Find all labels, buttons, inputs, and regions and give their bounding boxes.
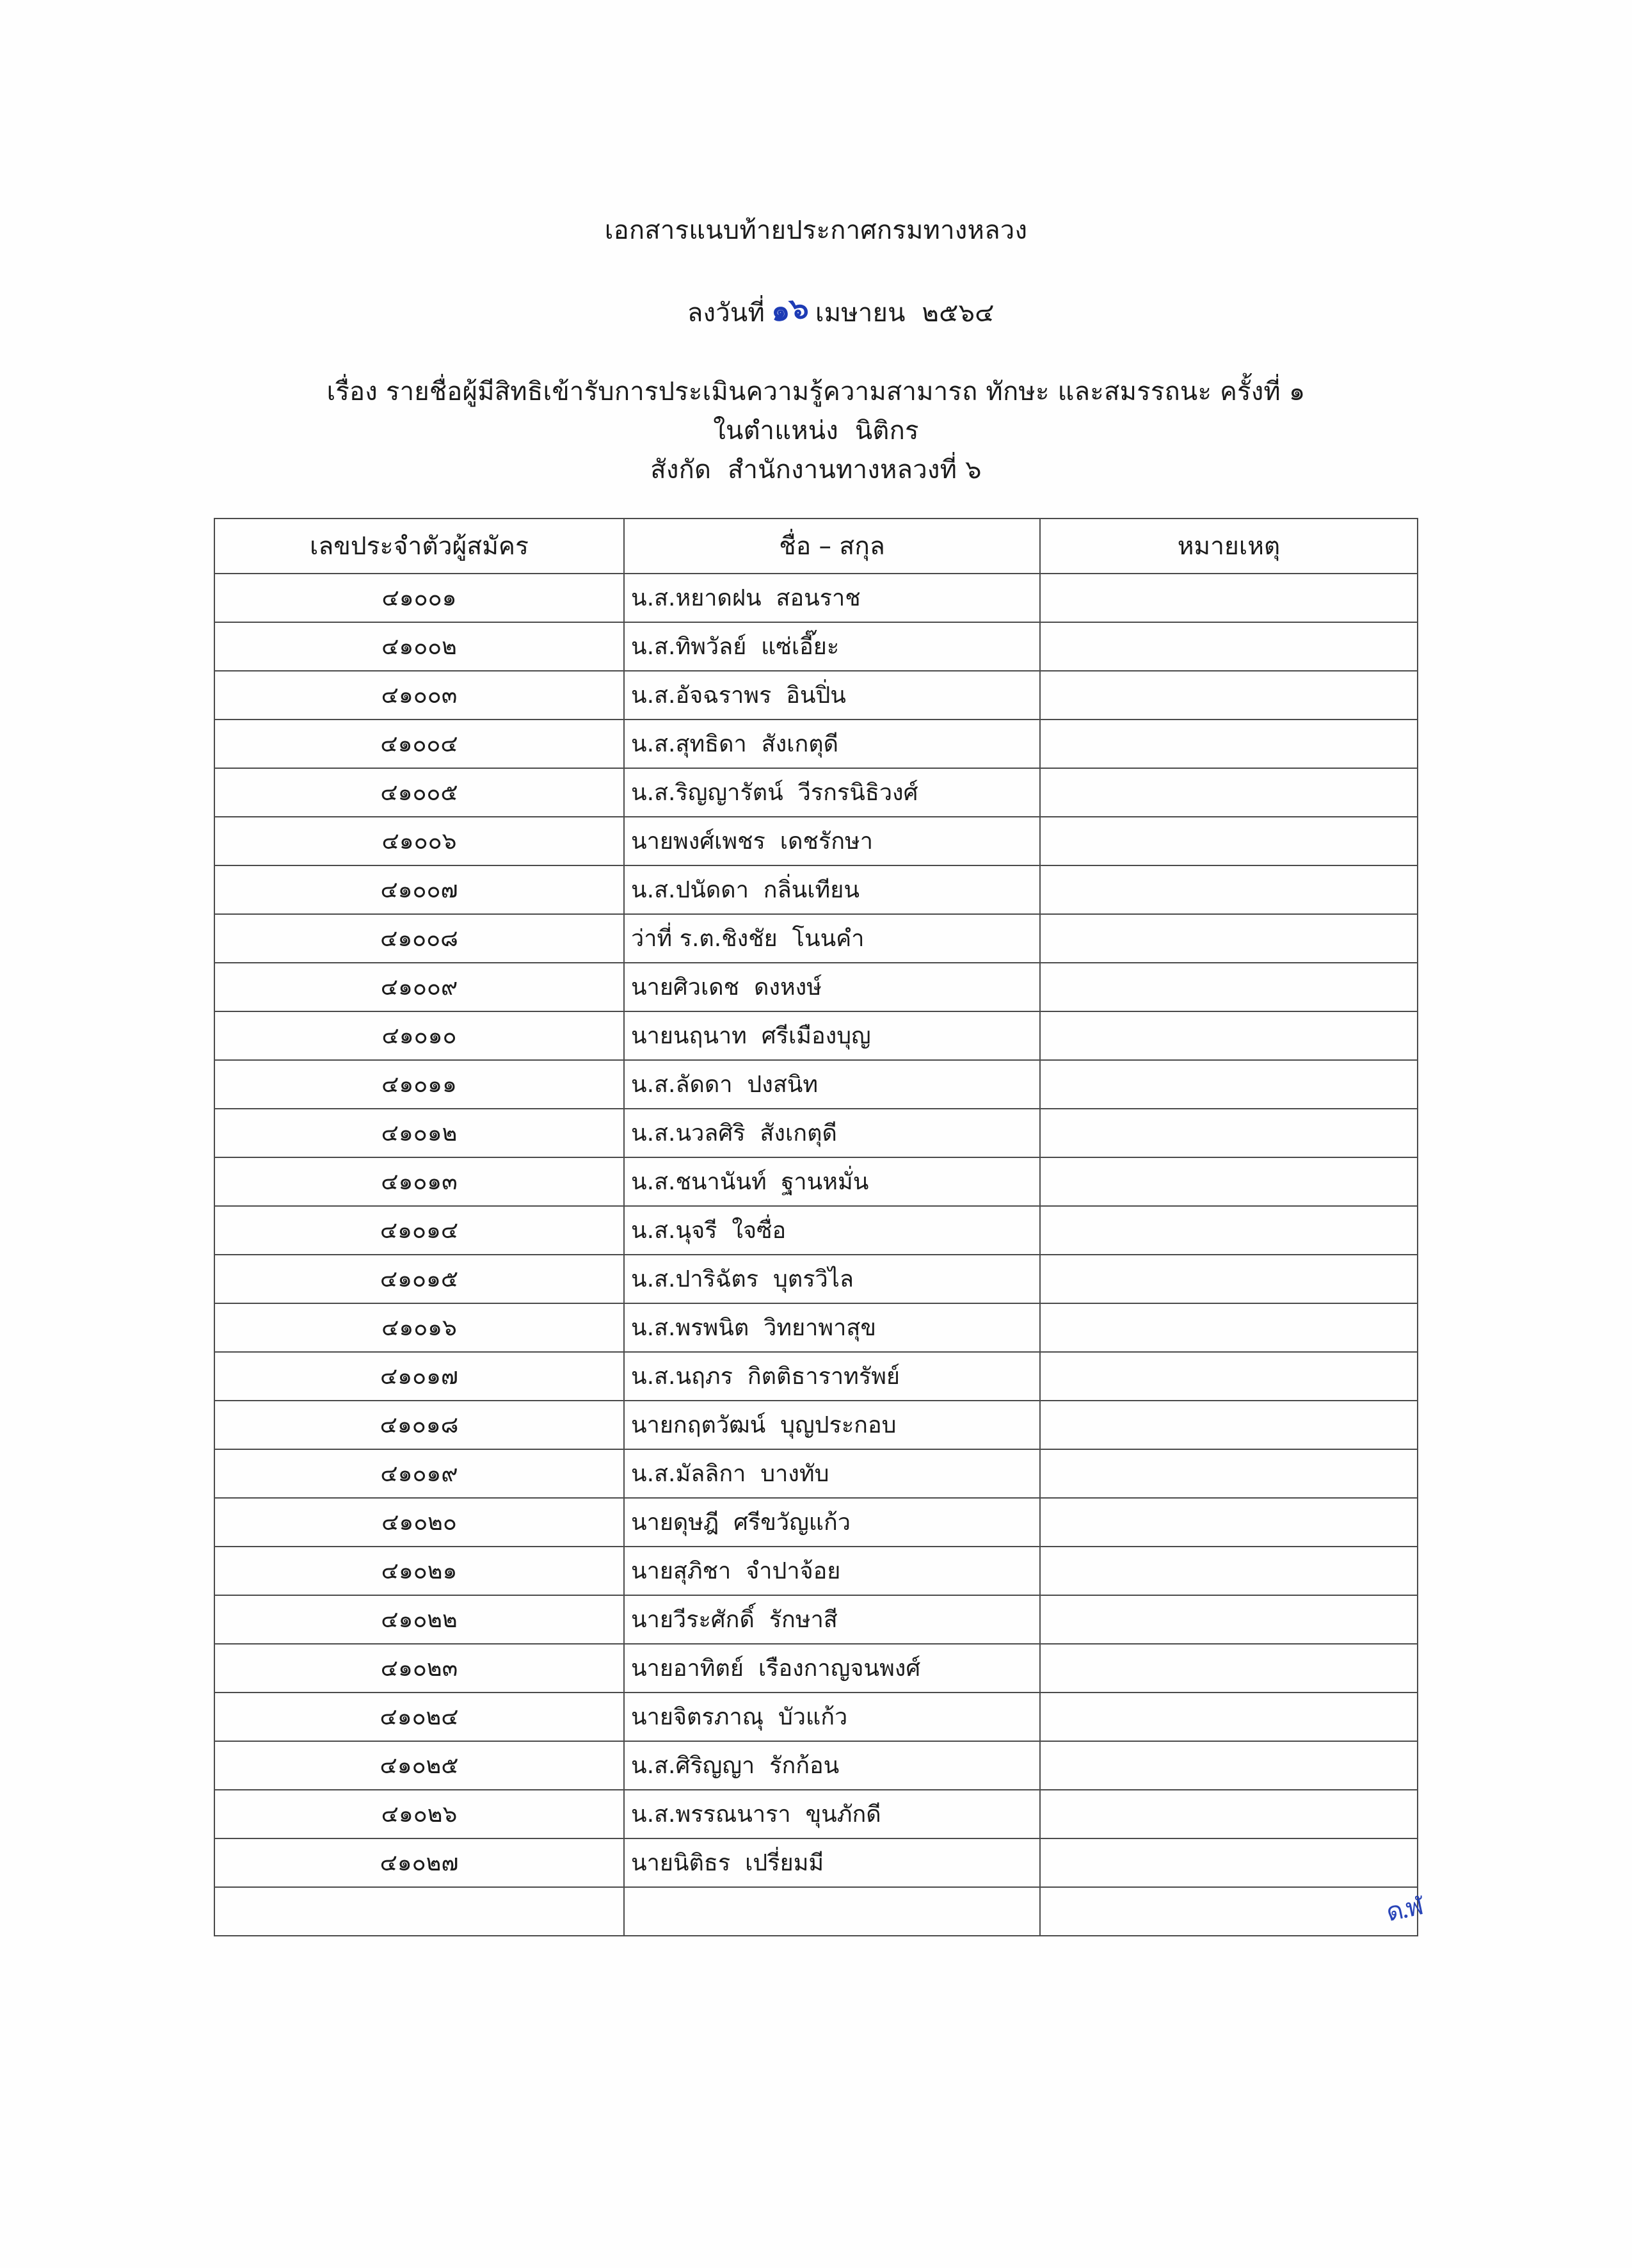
cell-applicant-id: ๔๑๐๒๒ bbox=[214, 1595, 624, 1644]
table-row bbox=[214, 1401, 1418, 1449]
date-prefix: ลงวันที่ bbox=[687, 298, 765, 328]
header-line-2 bbox=[0, 250, 1632, 373]
cell-applicant-id: ๔๑๐๒๐ bbox=[214, 1498, 624, 1547]
cell-applicant-id: ๔๑๐๑๑ bbox=[214, 1060, 624, 1109]
column-header-applicant-id: เลขประจำตัวผู้สมัคร bbox=[214, 519, 624, 574]
cell-note bbox=[1040, 671, 1418, 720]
table-row bbox=[214, 1157, 1418, 1206]
cell-note bbox=[1040, 574, 1418, 622]
table-row bbox=[214, 1011, 1418, 1060]
cell-applicant-name: น.ส.ทิพวัลย์ แซ่เอี๊ยะ bbox=[624, 622, 1040, 671]
cell-applicant-name: นายจิตรภาณุ บัวแก้ว bbox=[624, 1693, 1040, 1741]
column-header-note: หมายเหตุ bbox=[1040, 519, 1418, 574]
cell-applicant-name: น.ส.พรรณนารา ขุนภักดี bbox=[624, 1790, 1040, 1838]
cell-note bbox=[1040, 1303, 1418, 1352]
cell-applicant-id bbox=[214, 1887, 624, 1936]
cell-applicant-name: น.ส.ลัดดา ปงสนิท bbox=[624, 1060, 1040, 1109]
table-row bbox=[214, 1449, 1418, 1498]
cell-applicant-name: นายนฤนาท ศรีเมืองบุญ bbox=[624, 1011, 1040, 1060]
cell-note bbox=[1040, 817, 1418, 865]
table-row bbox=[214, 1109, 1418, 1157]
table-row bbox=[214, 622, 1418, 671]
table-row bbox=[214, 1060, 1418, 1109]
cell-applicant-name: น.ส.หยาดฝน สอนราช bbox=[624, 574, 1040, 622]
cell-applicant-id: ๔๑๐๑๒ bbox=[214, 1109, 624, 1157]
cell-applicant-name: ว่าที่ ร.ต.ชิงชัย โนนคำ bbox=[624, 914, 1040, 963]
table-row bbox=[214, 1206, 1418, 1255]
cell-applicant-name: น.ส.ริญญารัตน์ วีรกรนิธิวงศ์ bbox=[624, 768, 1040, 817]
table-row bbox=[214, 1303, 1418, 1352]
header-line-3: เรื่อง รายชื่อผู้มีสิทธิเข้ารับการประเมินความรู้ความสามารถ ทักษะ และสมรรถนะ ครั้งที่ ๑ bbox=[326, 377, 1306, 407]
date-suffix: เมษายน ๒๕๖๔ bbox=[815, 298, 995, 328]
cell-applicant-name: น.ส.นฤภร กิตติธาราทรัพย์ bbox=[624, 1352, 1040, 1401]
cell-note bbox=[1040, 1644, 1418, 1693]
table-row bbox=[214, 1887, 1418, 1936]
table-row bbox=[214, 817, 1418, 865]
cell-applicant-id: ๔๑๐๒๓ bbox=[214, 1644, 624, 1693]
cell-applicant-name: นายสุภิชา จำปาจ้อย bbox=[624, 1547, 1040, 1595]
cell-applicant-id: ๔๑๐๒๕ bbox=[214, 1741, 624, 1790]
cell-note bbox=[1040, 1157, 1418, 1206]
cell-applicant-id: ๔๑๐๑๐ bbox=[214, 1011, 624, 1060]
handwritten-date: ๑๖ bbox=[769, 289, 811, 328]
table-row bbox=[214, 1352, 1418, 1401]
cell-applicant-id: ๔๑๐๐๖ bbox=[214, 817, 624, 865]
cell-applicant-id: ๔๑๐๐๔ bbox=[214, 720, 624, 768]
signature-mark: ด.ฬ bbox=[1383, 1891, 1424, 1928]
cell-applicant-name: น.ส.นุจรี ใจซื่อ bbox=[624, 1206, 1040, 1255]
table-row bbox=[214, 1790, 1418, 1838]
table-row bbox=[214, 1644, 1418, 1693]
cell-applicant-name: น.ส.พรพนิต วิทยาพาสุข bbox=[624, 1303, 1040, 1352]
cell-note bbox=[1040, 768, 1418, 817]
cell-applicant-id: ๔๑๐๐๘ bbox=[214, 914, 624, 963]
table-row bbox=[214, 865, 1418, 914]
cell-applicant-name: นายอาทิตย์ เรืองกาญจนพงศ์ bbox=[624, 1644, 1040, 1693]
table-row bbox=[214, 720, 1418, 768]
cell-note bbox=[1040, 1060, 1418, 1109]
cell-note bbox=[1040, 914, 1418, 963]
cell-applicant-id: ๔๑๐๐๗ bbox=[214, 865, 624, 914]
cell-applicant-id: ๔๑๐๒๖ bbox=[214, 1790, 624, 1838]
cell-applicant-id: ๔๑๐๑๖ bbox=[214, 1303, 624, 1352]
header-line-1: เอกสารแนบท้ายประกาศกรมทางหลวง bbox=[604, 216, 1028, 245]
table-row bbox=[214, 1838, 1418, 1887]
cell-note bbox=[1040, 1595, 1418, 1644]
cell-applicant-id: ๔๑๐๒๗ bbox=[214, 1838, 624, 1887]
cell-applicant-id: ๔๑๐๐๑ bbox=[214, 574, 624, 622]
cell-note bbox=[1040, 963, 1418, 1011]
document-header bbox=[0, 211, 1632, 490]
cell-applicant-name: นายดุษฎี ศรีขวัญแก้ว bbox=[624, 1498, 1040, 1547]
table-row bbox=[214, 1741, 1418, 1790]
cell-note bbox=[1040, 1109, 1418, 1157]
cell-applicant-id: ๔๑๐๒๔ bbox=[214, 1693, 624, 1741]
cell-note bbox=[1040, 1547, 1418, 1595]
cell-applicant-name: นายวีระศักดิ์ รักษาสี bbox=[624, 1595, 1040, 1644]
cell-applicant-name: นายศิวเดช ดงหงษ์ bbox=[624, 963, 1040, 1011]
cell-applicant-name: น.ส.มัลลิกา บางทับ bbox=[624, 1449, 1040, 1498]
applicant-table bbox=[214, 518, 1418, 1936]
cell-note bbox=[1040, 622, 1418, 671]
header-line-4: ในตำแหน่ง นิติกร bbox=[713, 416, 919, 446]
table-body bbox=[214, 574, 1418, 1936]
column-header-name: ชื่อ – สกุล bbox=[624, 519, 1040, 574]
cell-note bbox=[1040, 1498, 1418, 1547]
table-row bbox=[214, 574, 1418, 622]
cell-note bbox=[1040, 1352, 1418, 1401]
cell-applicant-name: น.ส.ปาริฉัตร บุตรวิไล bbox=[624, 1255, 1040, 1303]
table-row bbox=[214, 1255, 1418, 1303]
table-row bbox=[214, 671, 1418, 720]
cell-applicant-id: ๔๑๐๑๕ bbox=[214, 1255, 624, 1303]
table-header-row bbox=[214, 519, 1418, 574]
cell-note bbox=[1040, 1255, 1418, 1303]
table-row bbox=[214, 963, 1418, 1011]
table-row bbox=[214, 1595, 1418, 1644]
cell-applicant-name: นายนิติธร เปรี่ยมมี bbox=[624, 1838, 1040, 1887]
cell-note bbox=[1040, 1790, 1418, 1838]
table-row bbox=[214, 1693, 1418, 1741]
cell-applicant-name: น.ส.ศิริญญา รักก้อน bbox=[624, 1741, 1040, 1790]
cell-applicant-name: นายพงศ์เพชร เดชรักษา bbox=[624, 817, 1040, 865]
cell-applicant-name bbox=[624, 1887, 1040, 1936]
cell-applicant-name: น.ส.สุทธิดา สังเกตุดี bbox=[624, 720, 1040, 768]
table-row bbox=[214, 914, 1418, 963]
table-row bbox=[214, 1547, 1418, 1595]
cell-applicant-id: ๔๑๐๑๙ bbox=[214, 1449, 624, 1498]
header-line-5: สังกัด สำนักงานทางหลวงที่ ๖ bbox=[650, 454, 982, 485]
cell-applicant-id: ๔๑๐๑๔ bbox=[214, 1206, 624, 1255]
cell-applicant-id: ๔๑๐๒๑ bbox=[214, 1547, 624, 1595]
cell-note bbox=[1040, 1693, 1418, 1741]
cell-applicant-id: ๔๑๐๐๕ bbox=[214, 768, 624, 817]
cell-note bbox=[1040, 720, 1418, 768]
cell-applicant-name: น.ส.อัจฉราพร อินปิ่น bbox=[624, 671, 1040, 720]
cell-note bbox=[1040, 1838, 1418, 1887]
cell-applicant-id: ๔๑๐๑๗ bbox=[214, 1352, 624, 1401]
cell-note bbox=[1040, 1887, 1418, 1936]
cell-note bbox=[1040, 1401, 1418, 1449]
cell-note bbox=[1040, 1449, 1418, 1498]
cell-applicant-name: น.ส.ชนานันท์ ฐานหมั่น bbox=[624, 1157, 1040, 1206]
cell-applicant-name: น.ส.นวลศิริ สังเกตุดี bbox=[624, 1109, 1040, 1157]
cell-note bbox=[1040, 1011, 1418, 1060]
cell-applicant-id: ๔๑๐๑๓ bbox=[214, 1157, 624, 1206]
cell-note bbox=[1040, 1741, 1418, 1790]
cell-applicant-id: ๔๑๐๐๒ bbox=[214, 622, 624, 671]
cell-note bbox=[1040, 865, 1418, 914]
cell-applicant-name: น.ส.ปนัดดา กลิ่นเทียน bbox=[624, 865, 1040, 914]
cell-applicant-id: ๔๑๐๐๓ bbox=[214, 671, 624, 720]
table-row bbox=[214, 768, 1418, 817]
cell-applicant-name: นายกฤตวัฒน์ บุญประกอบ bbox=[624, 1401, 1040, 1449]
cell-applicant-id: ๔๑๐๐๙ bbox=[214, 963, 624, 1011]
table-row bbox=[214, 1498, 1418, 1547]
cell-applicant-id: ๔๑๐๑๘ bbox=[214, 1401, 624, 1449]
cell-note bbox=[1040, 1206, 1418, 1255]
